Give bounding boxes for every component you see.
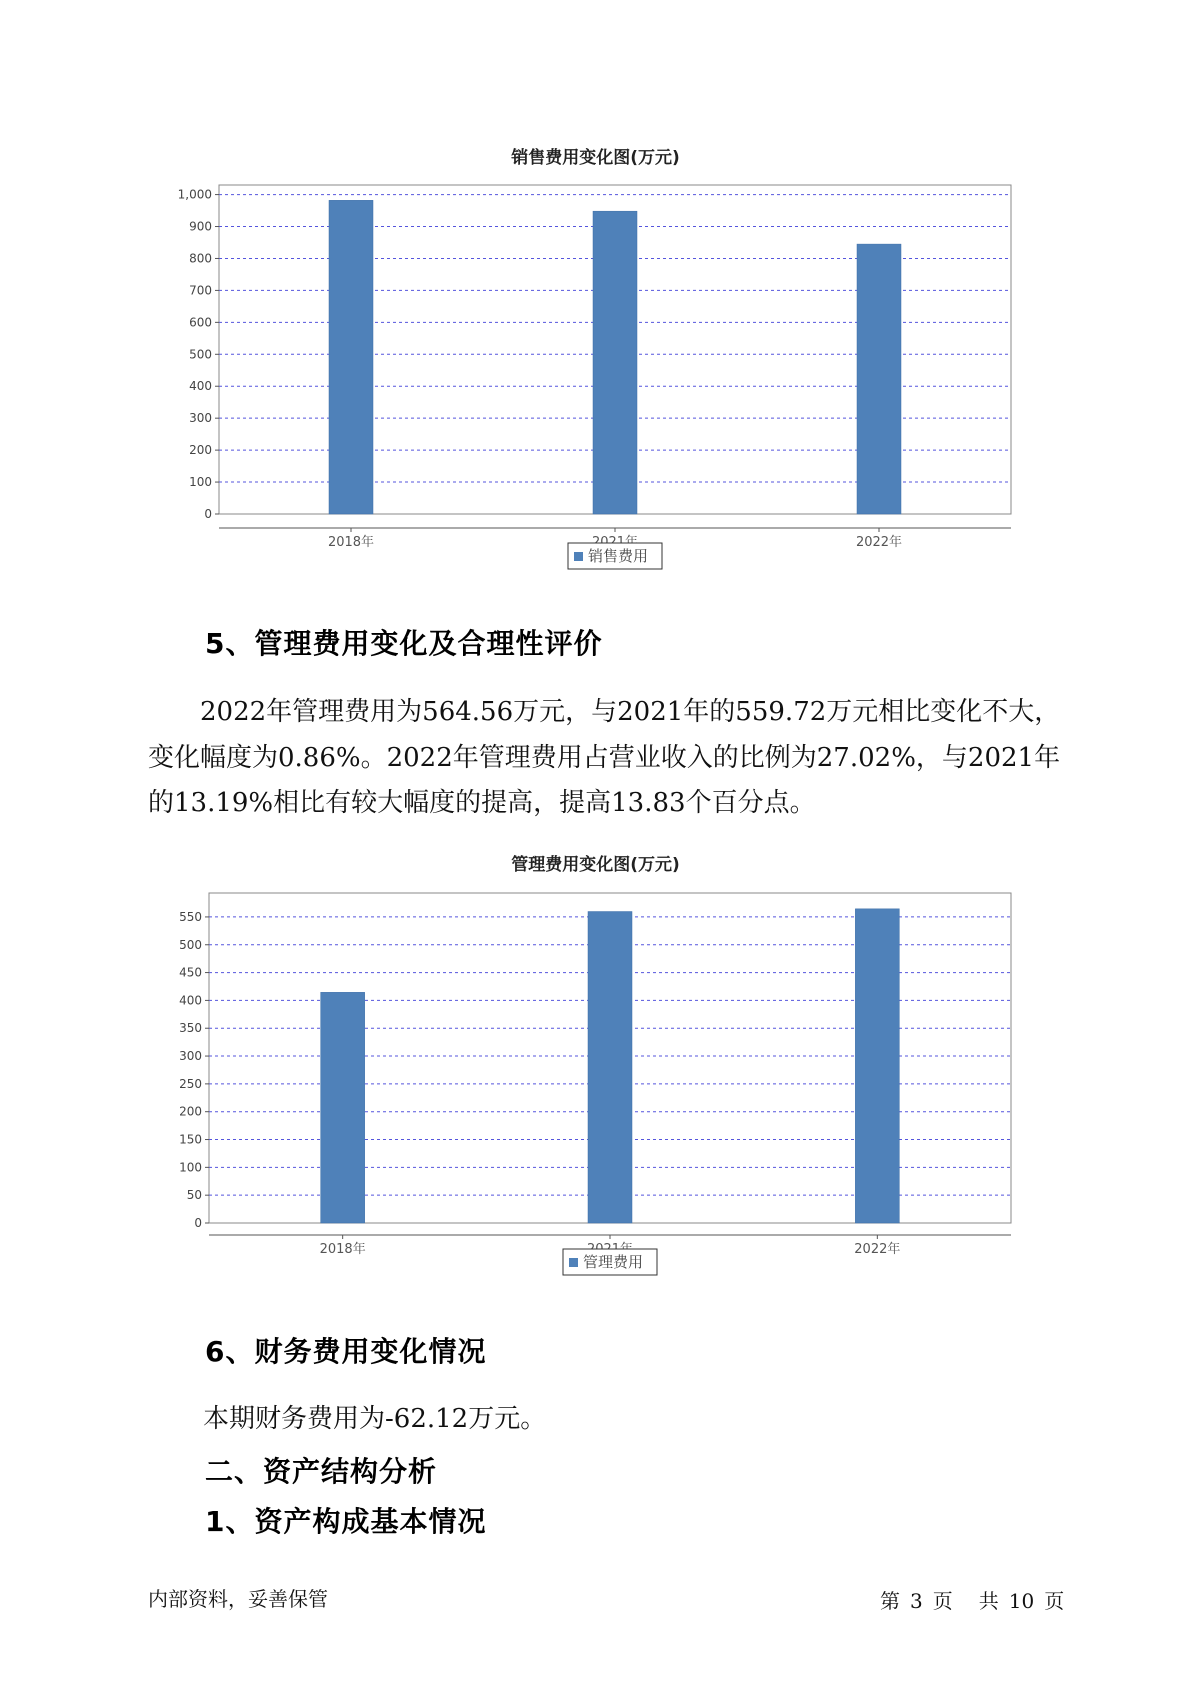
page-number: 3 <box>910 1589 923 1613</box>
page-prefix: 第 <box>880 1589 900 1613</box>
sales-bar <box>857 244 901 514</box>
sales-x-tick-label: 2018年 <box>327 535 375 550</box>
sales-x-tick-label: 2022年 <box>855 535 903 550</box>
admin-y-tick-label: 500 <box>179 937 202 952</box>
admin-y-tick-label: 350 <box>179 1021 202 1036</box>
section-5-paragraph-line-2: 变化幅度为0.86%。2022年管理费用占营业收入的比例为27.02%，与2021年 <box>148 743 1061 773</box>
section-6-heading: 6、财务费用变化情况 <box>205 1335 487 1368</box>
admin-expense-chart <box>0 880 1191 1300</box>
admin-y-tick-label: 100 <box>179 1160 202 1175</box>
sales-y-tick-label: 600 <box>189 315 212 330</box>
footer-confidential-note: 内部资料，妥善保管 <box>148 1587 328 1611</box>
admin-y-tick-label: 300 <box>179 1049 202 1064</box>
sales-bar <box>329 200 373 514</box>
admin-y-tick-label: 550 <box>179 909 202 924</box>
sales-y-tick-label: 1,000 <box>177 187 212 202</box>
admin-y-tick-label: 400 <box>179 993 202 1008</box>
total-pages: 10 <box>1008 1589 1035 1613</box>
admin-chart-title: 管理费用变化图(万元) <box>511 855 680 875</box>
admin-y-tick-label: 50 <box>186 1188 202 1203</box>
admin-y-tick-label: 450 <box>179 965 202 980</box>
footer-page-info <box>880 1585 1074 1614</box>
sales-y-tick-label: 500 <box>189 347 212 362</box>
sales-y-tick-label: 0 <box>204 507 212 521</box>
admin-y-tick-label: 0 <box>194 1216 202 1230</box>
admin-legend-swatch <box>569 1258 578 1267</box>
page-unit: 页 <box>932 1589 953 1613</box>
sales-y-tick-label: 300 <box>189 411 212 426</box>
sales-chart-title: 销售费用变化图(万元) <box>511 148 680 168</box>
admin-y-tick-label: 250 <box>179 1076 202 1091</box>
admin-y-tick-label: 150 <box>179 1132 202 1147</box>
admin-bar <box>321 992 365 1223</box>
admin-x-tick-label: 2022年 <box>854 1242 901 1257</box>
admin-bar <box>588 912 632 1223</box>
sales-y-tick-label: 200 <box>189 443 212 458</box>
sales-expense-chart <box>0 170 1191 610</box>
admin-x-tick-label: 2018年 <box>319 1242 366 1257</box>
part-2-section-1-heading: 1、资产构成基本情况 <box>205 1505 487 1538</box>
sales-y-tick-label: 100 <box>189 475 212 490</box>
sales-legend-label: 销售费用 <box>588 547 649 565</box>
sales-y-tick-label: 900 <box>189 219 212 234</box>
part-2-heading: 二、资产结构分析 <box>205 1455 438 1488</box>
sales-y-tick-label: 700 <box>189 283 212 298</box>
sales-y-tick-label: 800 <box>189 251 212 266</box>
sales-bar <box>593 211 637 514</box>
admin-y-tick-label: 200 <box>179 1104 202 1119</box>
section-5-paragraph-line-1: 2022年管理费用为564.56万元，与2021年的559.72万元相比变化不大， <box>200 697 1061 727</box>
sales-legend-swatch <box>574 552 583 561</box>
sales-y-tick-label: 400 <box>189 379 212 394</box>
section-5-paragraph-line-3: 的13.19%相比有较大幅度的提高，提高13.83个百分点。 <box>148 788 816 818</box>
total-unit: 页 <box>1044 1589 1065 1613</box>
section-6-paragraph: 本期财务费用为-62.12万元。 <box>203 1404 547 1434</box>
admin-bar <box>855 909 899 1223</box>
section-5-heading: 5、管理费用变化及合理性评价 <box>205 627 603 660</box>
total-prefix: 共 <box>978 1589 999 1613</box>
admin-legend-label: 管理费用 <box>583 1253 644 1271</box>
